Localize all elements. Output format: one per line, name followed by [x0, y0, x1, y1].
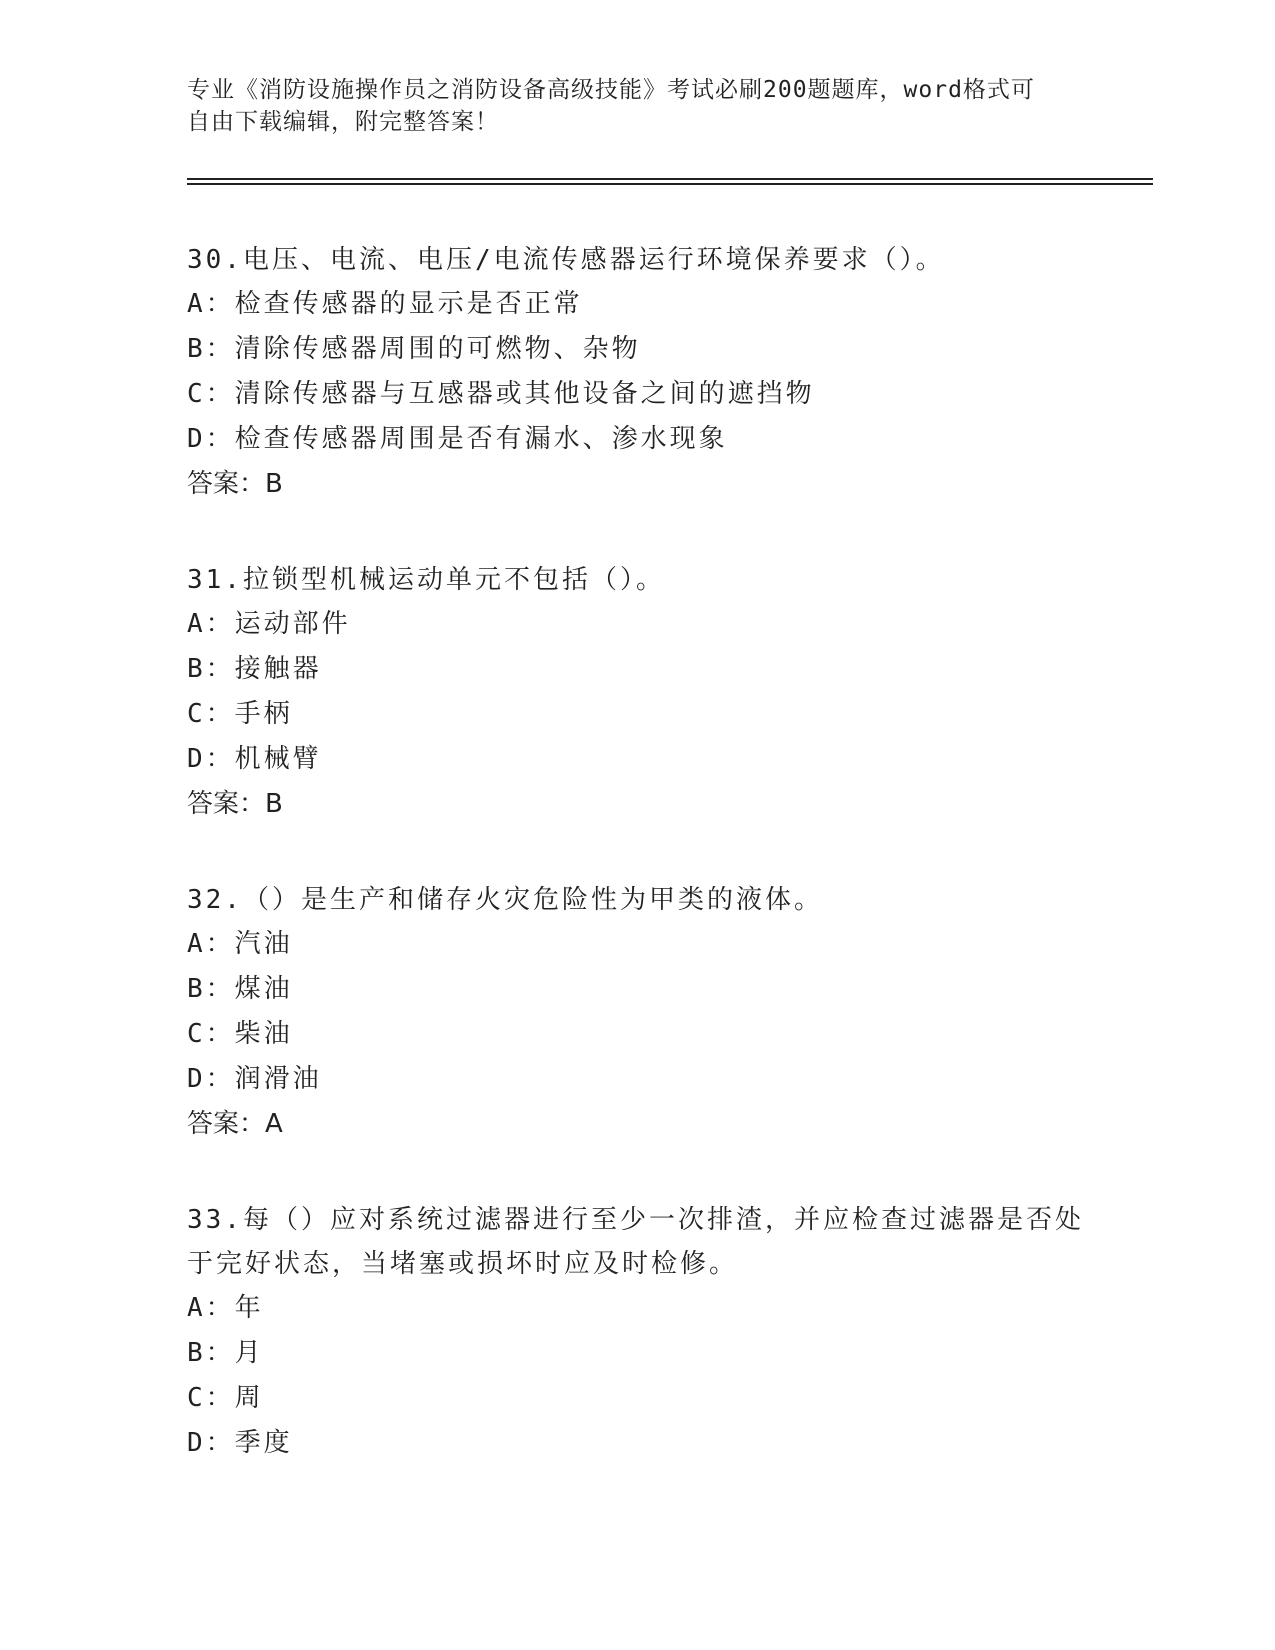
- header-divider-top: [187, 178, 1153, 180]
- question-stem: [187, 238, 1087, 282]
- question-32: [187, 878, 1087, 1147]
- stem-line: 于完好状态，当堵塞或损坏时应及时检修。: [187, 1249, 739, 1279]
- question-stem: [187, 1198, 1087, 1286]
- document-header: [187, 74, 1067, 138]
- header-divider-bottom: [187, 183, 1153, 185]
- answer: 答案：B: [187, 789, 283, 819]
- option-a: A：检查传感器的显示是否正常: [187, 289, 583, 319]
- option-b: B：月: [187, 1338, 264, 1368]
- option-a: A：运动部件: [187, 609, 351, 639]
- question-stem: [187, 558, 1087, 602]
- option-d: D：季度: [187, 1428, 293, 1458]
- question-31: [187, 558, 1087, 827]
- option-c: C：柴油: [187, 1019, 293, 1049]
- answer: 答案：B: [187, 469, 283, 499]
- option-d: D：检查传感器周围是否有漏水、渗水现象: [187, 424, 728, 454]
- option-c: C：周: [187, 1383, 264, 1413]
- question-30: [187, 238, 1087, 507]
- option-b: B：煤油: [187, 974, 293, 1004]
- stem-line: 31.拉锁型机械运动单元不包括（）。: [187, 565, 665, 595]
- question-stem: [187, 878, 1087, 922]
- question-33: [187, 1198, 1087, 1466]
- option-d: D：润滑油: [187, 1064, 322, 1094]
- header-line-2: 自由下载编辑，附完整答案！: [187, 109, 499, 135]
- option-a: A：年: [187, 1293, 264, 1323]
- stem-line: 32.（）是生产和储存火灾危险性为甲类的液体。: [187, 885, 823, 915]
- option-c: C：手柄: [187, 699, 293, 729]
- stem-line: 30.电压、电流、电压/电流传感器运行环境保养要求（）。: [187, 245, 945, 275]
- option-a: A：汽油: [187, 929, 293, 959]
- answer: 答案：A: [187, 1109, 283, 1139]
- option-b: B：接触器: [187, 654, 322, 684]
- option-d: D：机械臂: [187, 744, 322, 774]
- option-b: B：清除传感器周围的可燃物、杂物: [187, 334, 641, 364]
- header-line-1: 专业《消防设施操作员之消防设备高级技能》考试必刷200题题库，word格式可: [187, 77, 1035, 103]
- stem-line: 33.每（）应对系统过滤器进行至少一次排渣，并应检查过滤器是否处: [187, 1205, 1084, 1235]
- option-c: C：清除传感器与互感器或其他设备之间的遮挡物: [187, 379, 815, 409]
